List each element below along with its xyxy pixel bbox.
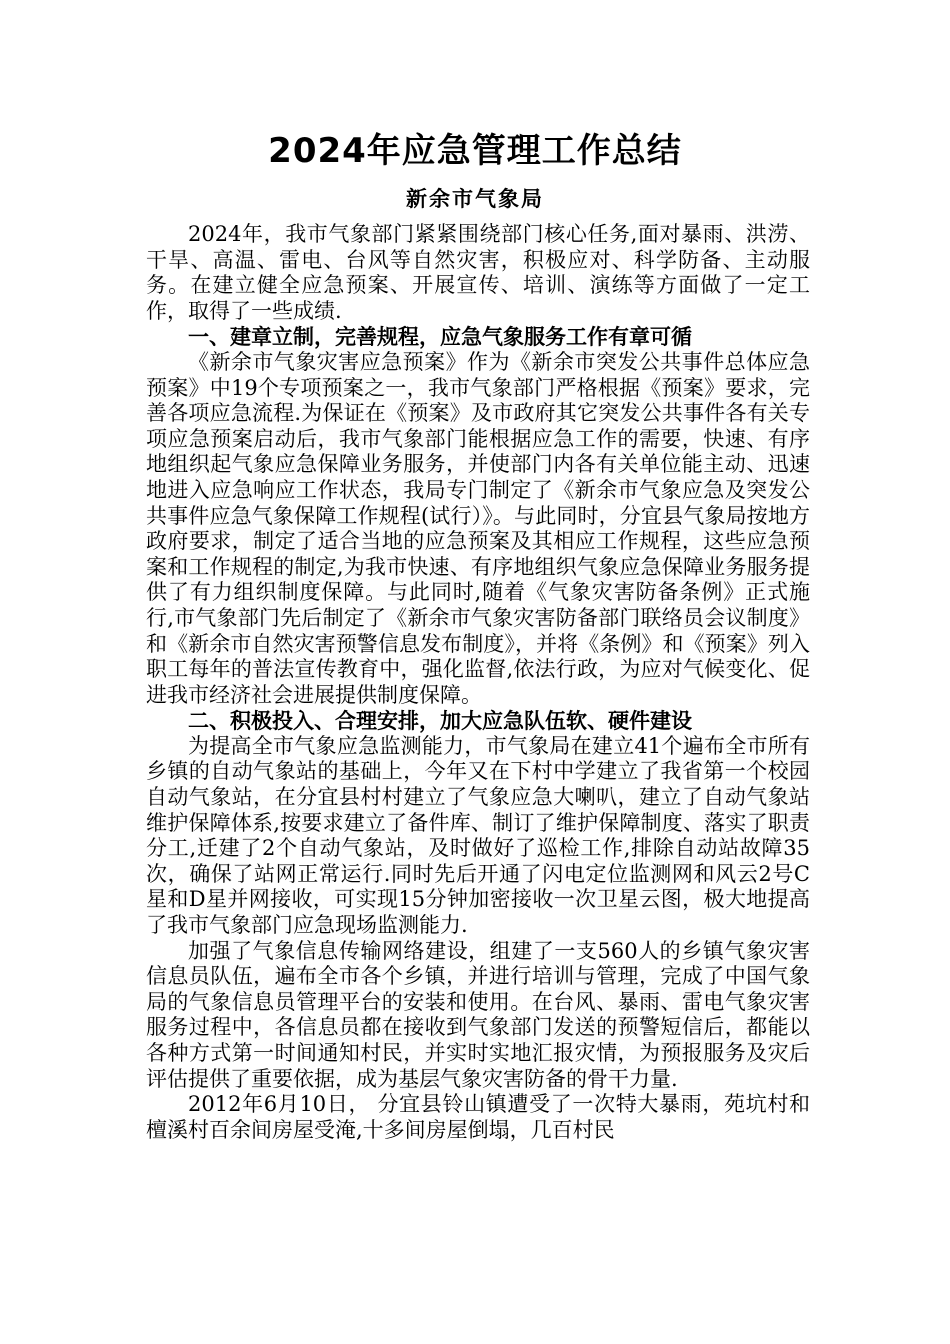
section-1-paragraph: 《新余市气象灾害应急预案》作为《新余市突发公共事件总体应急预案》中19个专项预案之一，我市气象部门严格根据《预案》要求，完善各项应急流程.为保证在《预案》及市政府其它突发公共事件各有关专项应急预案启动后，我市气象部门能根据应急工作的需要，快速、有序地组织起气象应急保障业务服务，并使部门内各有关单位能主动、迅速地进入应急响应工作状态，我局专门制定了《新余市气象应急及突发公共事件应急气象保障工作规程(试行）》。与此同时，分宜县气象局按地方政府要求，制定了适合当地的应急预案及其相应工作规程，这些应急预案和工作规程的制定,为我市快速、有序地组织气象应急保障业务服务提供了有力组织制度保障。与此同时,随着《气象灾害防备条例》正式施行,市气象部门先后制定了《新余市气象灾害防备部门联络员会议制度》和《新余市自然灾害预警信息发布制度》，并将《条例》和《预案》列入职工每年的普法宣传教育中，强化监督,依法行政，为应对气候变化、促进我市经济社会进展提供制度保障。	[146, 349, 810, 707]
intro-paragraph: 2024年，我市气象部门紧紧围绕部门核心任务,面对暴雨、洪涝、干旱、高温、雷电、台风等自然灾害，积极应对、科学防备、主动服务。在建立健全应急预案、开展宣传、培训、演练等方面做了一定工作，取得了一些成绩.	[146, 222, 810, 323]
document-body	[146, 222, 810, 1143]
section-2-heading: 二、积极投入、合理安排，加大应急队伍软、硬件建设	[188, 708, 692, 734]
section-2-paragraph-1: 为提高全市气象应急监测能力，市气象局在建立41个遍布全市所有乡镇的自动气象站的基础上，今年又在下村中学建立了我省第一个校园自动气象站，在分宜县村村建立了气象应急大喇叭，建立了自动气象站维护保障体系,按要求建立了备件库、制订了维护保障制度、落实了职责分工,迁建了2个自动气象站，及时做好了巡检工作,排除自动站故障35次，确保了站网正常运行.同时先后开通了闪电定位监测网和风云2号C星和D星并网接收，可实现15分钟加密接收一次卫星云图，极大地提高了我市气象部门应急现场监测能力.	[146, 733, 810, 938]
document-author: 新余市气象局	[406, 186, 544, 211]
section-2-paragraph-3: 2012年6月10日， 分宜县铃山镇遭受了一次特大暴雨，苑坑村和檀溪村百余间房屋受淹,十多间房屋倒塌，几百村民	[146, 1092, 810, 1142]
document-title: 2024年应急管理工作总结	[268, 131, 682, 171]
section-2-paragraph-2: 加强了气象信息传输网络建设，组建了一支560人的乡镇气象灾害信息员队伍，遍布全市各个乡镇，并进行培训与管理，完成了中国气象局的气象信息员管理平台的安装和使用。在台风、暴雨、雷电气象灾害服务过程中，各信息员都在接收到气象部门发送的预警短信后，都能以各种方式第一时间通知村民，并实时实地汇报灾情，为预报服务及灾后评估提供了重要依据，成为基层气象灾害防备的骨干力量.	[146, 938, 810, 1091]
section-1-heading: 一、建章立制，完善规程，应急气象服务工作有章可循	[188, 324, 692, 350]
